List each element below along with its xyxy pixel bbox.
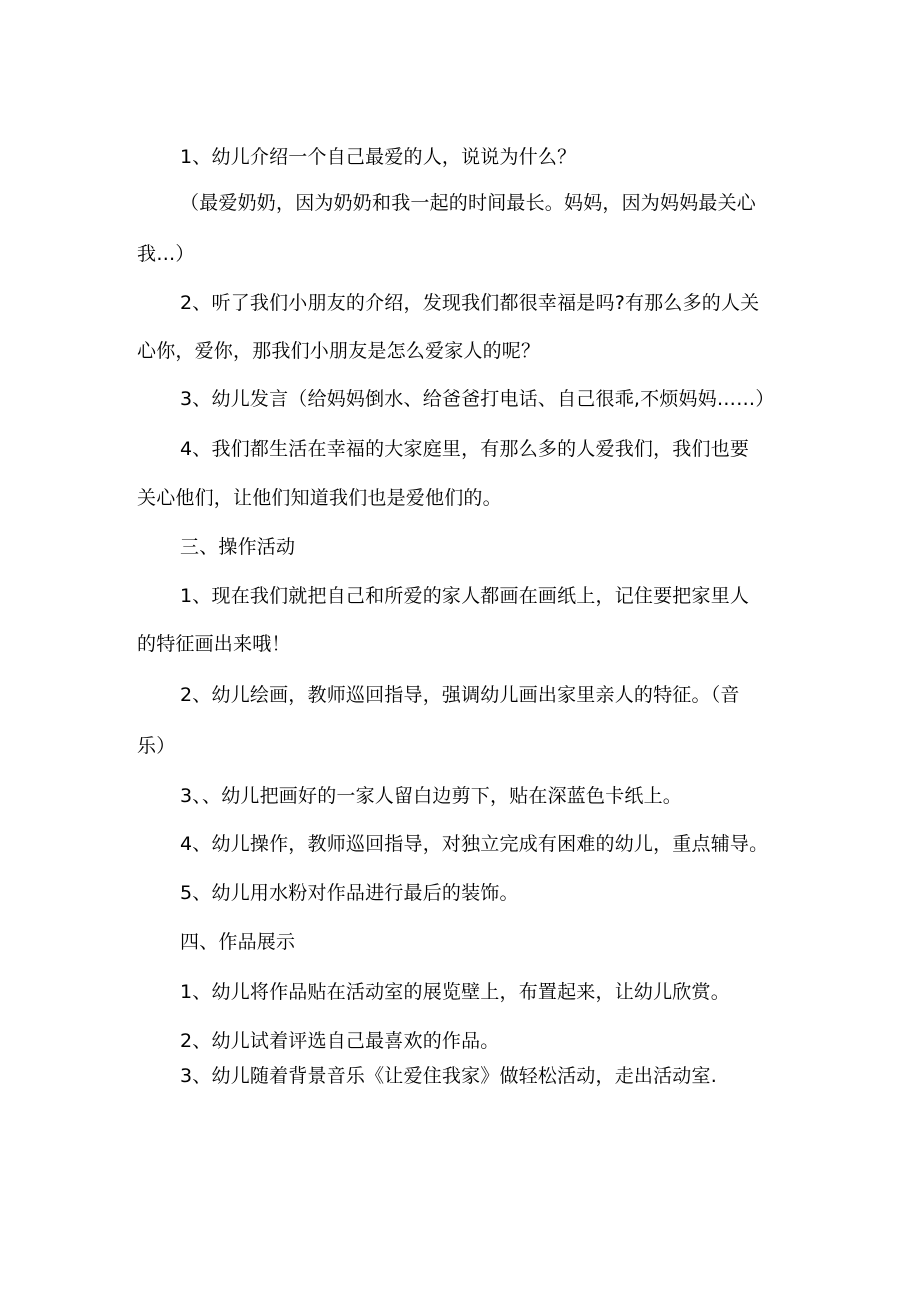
paragraph-line: 4、幼儿操作，教师巡回指导，对独立完成有困难的幼儿，重点辅导。 [180, 833, 769, 855]
paragraph-line: 的特征画出来哦！ [137, 633, 291, 655]
paragraph-line: （最爱奶奶，因为奶奶和我一起的时间最长。妈妈，因为妈妈最关心 [180, 192, 757, 214]
paragraph-line: 5、幼儿用水粉对作品进行最后的装饰。 [180, 882, 519, 904]
section-heading: 四、作品展示 [180, 931, 296, 953]
paragraph-line: 3、幼儿发言（给妈妈倒水、给爸爸打电话、自己很乖,不烦妈妈……） [180, 388, 775, 410]
paragraph-line: 3、幼儿随着背景音乐《让爱住我家》做轻松活动，走出活动室. [180, 1065, 717, 1087]
paragraph-line: 我…） [137, 243, 195, 265]
paragraph-line: 2、幼儿绘画，教师巡回指导，强调幼儿画出家里亲人的特征。（音 [180, 684, 740, 706]
paragraph-line: 乐） [137, 735, 176, 757]
paragraph-line: 1、幼儿将作品贴在活动室的展览壁上，布置起来，让幼儿欣赏。 [180, 981, 730, 1003]
paragraph-line: 3、、幼儿把画好的一家人留白边剪下，贴在深蓝色卡纸上。 [180, 785, 682, 807]
paragraph-line: 4、我们都生活在幸福的大家庭里，有那么多的人爱我们，我们也要 [180, 438, 750, 460]
paragraph-line: 2、幼儿试着评选自己最喜欢的作品。 [180, 1030, 500, 1052]
section-heading: 三、操作活动 [180, 536, 296, 558]
paragraph-line: 1、现在我们就把自己和所爱的家人都画在画纸上，记住要把家里人 [180, 585, 750, 607]
paragraph-line: 心你，爱你，那我们小朋友是怎么爱家人的呢？ [137, 340, 541, 362]
paragraph-line: 关心他们，让他们知道我们也是爱他们的。 [137, 487, 502, 509]
paragraph-line: 1、幼儿介绍一个自己最爱的人，说说为什么？ [180, 146, 577, 168]
paragraph-line: 2、听了我们小朋友的介绍，发现我们都很幸福是吗?有那么多的人关 [180, 292, 760, 314]
